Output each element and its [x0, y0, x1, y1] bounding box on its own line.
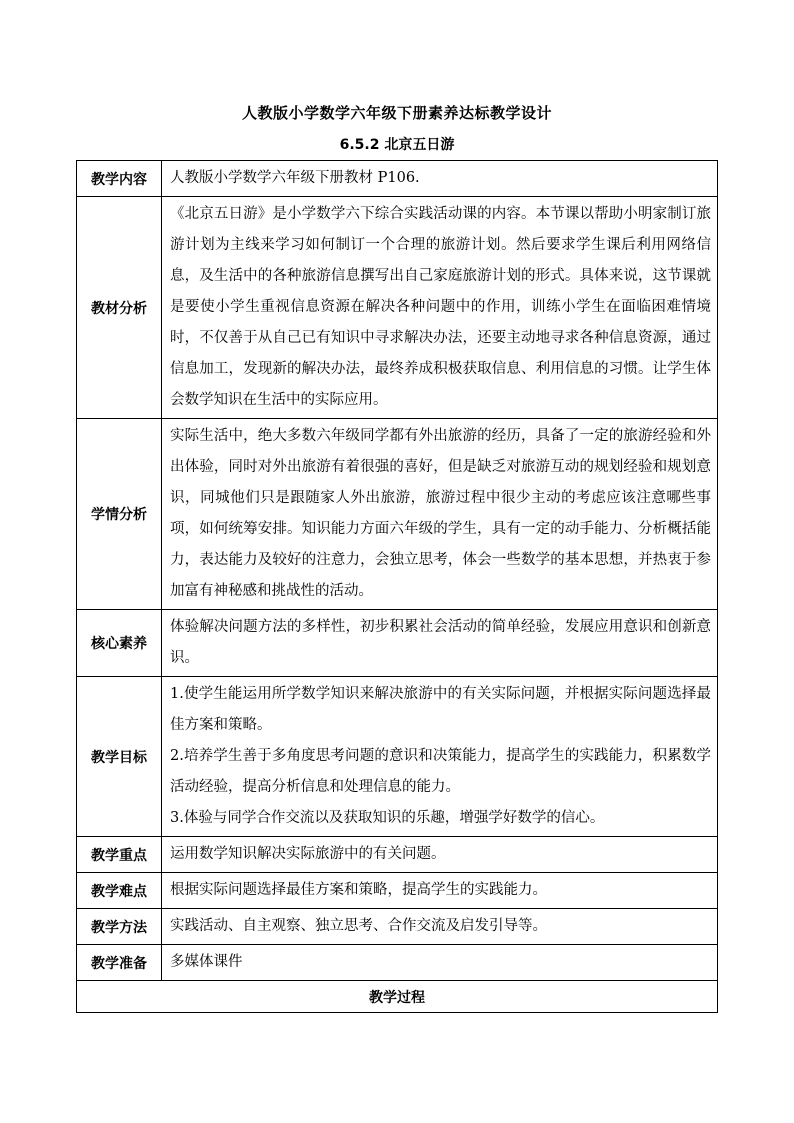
row-content — [162, 419, 718, 610]
row-label: 教学难点 — [77, 873, 162, 909]
row-label: 教学方法 — [77, 909, 162, 945]
table-row-teaching-process-header — [77, 981, 718, 1013]
row-label: 教学重点 — [77, 837, 162, 873]
table-row-material-analysis — [77, 197, 718, 419]
table-row-difficult-points — [77, 873, 718, 909]
row-label: 教学内容 — [77, 161, 162, 197]
row-content — [162, 677, 718, 837]
row-content — [162, 837, 718, 873]
objective-item: 1.使学生能运用所学数学知识来解决旅游中的有关实际问题，并根据实际问题选择最佳方案和策略。 — [170, 686, 711, 733]
content-paragraph: 运用数学知识解决实际旅游中的有关问题。 — [170, 846, 446, 862]
table-row-teaching-content — [77, 161, 718, 197]
lesson-plan-table — [76, 160, 718, 1013]
row-content — [162, 945, 718, 981]
table-row-key-points — [77, 837, 718, 873]
row-content — [162, 197, 718, 419]
row-content — [162, 610, 718, 677]
objective-item: 3.体验与同学合作交流以及获取知识的乐趣，增强学好数学的信心。 — [170, 810, 605, 826]
row-label: 教学目标 — [77, 677, 162, 837]
content-paragraph: 实践活动、自主观察、独立思考、合作交流及启发引导等。 — [170, 918, 547, 934]
objective-item: 2.培养学生善于多角度思考问题的意识和决策能力，提高学生的实践能力，积累数学活动经验，提高分析信息和处理信息的能力。 — [170, 748, 711, 795]
table-row-teaching-preparation — [77, 945, 718, 981]
document-subtitle: 6.5.2 北京五日游 — [339, 137, 455, 153]
content-paragraph: 根据实际问题选择最佳方案和策略，提高学生的实践能力。 — [170, 882, 547, 898]
content-paragraph: 体验解决问题方法的多样性，初步积累社会活动的简单经验，发展应用意识和创新意识。 — [170, 619, 711, 666]
table-row-student-analysis — [77, 419, 718, 610]
row-label: 学情分析 — [77, 419, 162, 610]
content-paragraph: 人教版小学数学六年级下册教材 P106. — [170, 170, 420, 186]
row-label: 教学准备 — [77, 945, 162, 981]
document-title: 人教版小学数学六年级下册素养达标教学设计 — [241, 104, 552, 122]
row-label: 教材分析 — [77, 197, 162, 419]
teaching-process-header: 教学过程 — [77, 981, 718, 1013]
content-paragraph: 实际生活中，绝大多数六年级同学都有外出旅游的经历，具备了一定的旅游经验和外出体验，同时对外出旅游有着很强的喜好，但是缺乏对旅游互动的规划经验和规划意识，同城他们只是跟随家人外出旅游，旅游过程中很少主动的考虑应该注意哪些事项，如何统筹安排。知识能力方面六年级的学生，具有一定的动手能力、分析概括能力，表达能力及较好的注意力，会独立思考，体会一些数学的基本思想，并热衷于参加富有神秘感和挑战性的活动。 — [170, 428, 711, 599]
table-row-core-literacy — [77, 610, 718, 677]
row-content — [162, 873, 718, 909]
table-row-teaching-methods — [77, 909, 718, 945]
table-row-teaching-objectives — [77, 677, 718, 837]
content-paragraph: 《北京五日游》是小学数学六下综合实践活动课的内容。本节课以帮助小明家制订旅游计划为主线来学习如何制订一个合理的旅游计划。然后要求学生课后利用网络信息，及生活中的各种旅游信息撰写出自己家庭旅游计划的形式。具体来说，这节课就是要使小学生重视信息资源在解决各种问题中的作用，训练小学生在面临困难情境时，不仅善于从自己已有知识中寻求解决办法，还要主动地寻求各种信息资源，通过信息加工，发现新的解决办法，最终养成积极获取信息、利用信息的习惯。让学生体会数学知识在生活中的实际应用。 — [170, 206, 711, 408]
row-label: 核心素养 — [77, 610, 162, 677]
content-paragraph: 多媒体课件 — [170, 954, 243, 970]
row-content — [162, 161, 718, 197]
row-content — [162, 909, 718, 945]
